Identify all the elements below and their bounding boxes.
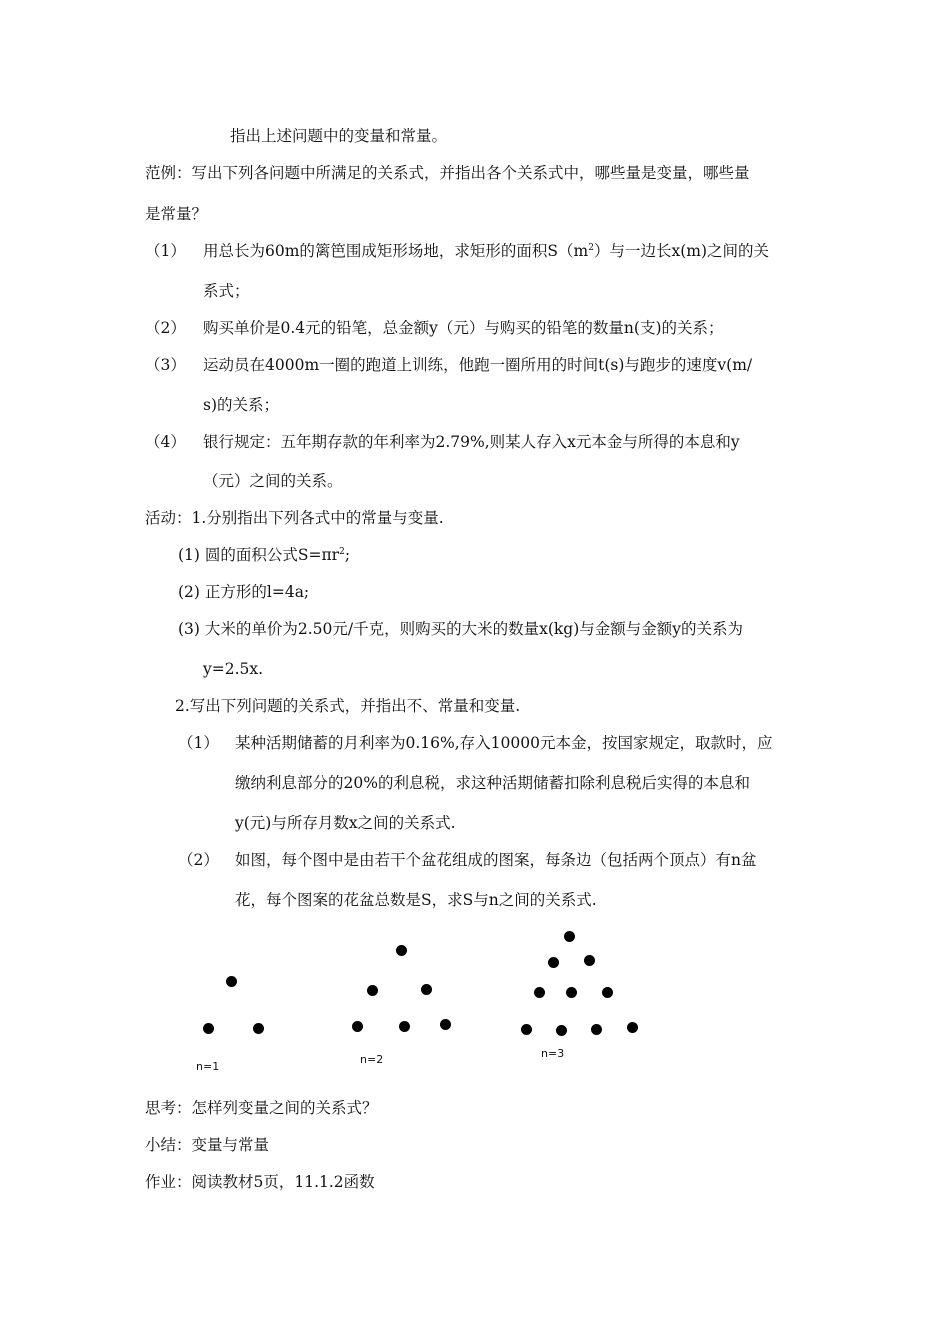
flowerpot-dot: [602, 987, 613, 998]
example-item-number: （4）: [145, 433, 186, 451]
example-heading: 范例：写出下列各问题中所满足的关系式，并指出各个关系式中，哪些量是变量，哪些量: [145, 164, 750, 182]
example-item-4-text: 银行规定：五年期存款的年利率为2.79%,则某人存入x元本金与所得的本息和y: [203, 433, 740, 451]
flowerpot-dot: [627, 1022, 638, 1033]
activity-item-2: (2) 正方形的l=4a;: [178, 583, 310, 601]
flowerpot-dot: [548, 957, 559, 968]
flowerpot-dot: [253, 1023, 264, 1034]
think-line: 思考：怎样列变量之间的关系式？: [145, 1099, 378, 1117]
flowerpot-dot: [399, 1021, 410, 1032]
flowerpot-dot: [367, 985, 378, 996]
part2-item-number: （1）: [178, 734, 219, 752]
flowerpot-dot: [556, 1025, 567, 1036]
flowerpot-dot: [396, 945, 407, 956]
flowerpot-dot: [203, 1023, 214, 1034]
flowerpot-dot: [566, 987, 577, 998]
figure-caption-n1: n=1: [196, 1060, 220, 1073]
example-item-number: （2）: [145, 319, 186, 337]
part2-item-1-cont: 缴纳利息部分的20%的利息税，求这种活期储蓄扣除利息税后实得的本息和: [235, 774, 750, 792]
flowerpot-dot: [352, 1021, 363, 1032]
part2-item-number: （2）: [178, 851, 219, 869]
flowerpot-dot: [440, 1019, 451, 1030]
activity-heading: 活动：1.分别指出下列各式中的常量与变量.: [145, 509, 444, 527]
example-item-1-text: 用总长为60m的篱笆围成矩形场地，求矩形的面积$S(m^2)$与一边长x(m)之间的关: [203, 242, 770, 260]
example-item-3-cont: s)的关系；: [203, 396, 280, 414]
flowerpot-dot: [564, 931, 575, 942]
figure-caption-n3: n=3: [541, 1047, 565, 1060]
part2-item-2-text: 如图，每个图中是由若干个盆花组成的图案，每条边（包括两个顶点）有n盆: [235, 851, 757, 869]
flowerpot-dot: [534, 987, 545, 998]
part2-item-1-text: 某种活期储蓄的月利率为0.16%,存入10000元本金，按国家规定，取款时，应: [235, 734, 773, 752]
example-heading-cont: 是常量？: [145, 205, 208, 223]
activity-item-1: (1) 圆的面积公式$S=\pi r^2$;: [178, 546, 351, 564]
example-item-3-text: 运动员在4000m一圈的跑道上训练，他跑一圈所用的时间t(s)与跑步的速度v(m/: [203, 356, 753, 374]
intro-line: 指出上述问题中的变量和常量。: [230, 127, 448, 145]
part2-item-1-cont: y(元)与所存月数x之间的关系式.: [235, 814, 456, 832]
example-item-number: （3）: [145, 356, 186, 374]
example-item-1-cont: 系式；: [203, 282, 250, 300]
flowerpot-dot: [584, 955, 595, 966]
part2-item-2-cont: 花，每个图案的花盆总数是S，求S与n之间的关系式.: [235, 891, 597, 909]
flowerpot-dot: [591, 1024, 602, 1035]
example-item-number: （1）: [145, 242, 186, 260]
summary-line: 小结：变量与常量: [145, 1136, 270, 1154]
example-item-4-cont: （元）之间的关系。: [203, 472, 343, 490]
activity-item-3-cont: y=2.5x.: [203, 660, 264, 678]
activity-part2-heading: 2.写出下列问题的关系式，并指出不、常量和变量.: [175, 697, 521, 715]
homework-line: 作业：阅读教材5页，11.1.2函数: [145, 1173, 375, 1191]
flowerpot-dot: [521, 1024, 532, 1035]
figure-caption-n2: n=2: [360, 1053, 384, 1066]
example-item-2-text: 购买单价是0.4元的铅笔，总金额y（元）与购买的铅笔的数量n(支)的关系；: [203, 319, 724, 337]
flowerpot-dot: [226, 976, 237, 987]
activity-item-3: (3) 大米的单价为2.50元/千克，则购买的大米的数量x(kg)与金额与金额y的关系为: [178, 620, 744, 638]
flowerpot-dot: [421, 984, 432, 995]
